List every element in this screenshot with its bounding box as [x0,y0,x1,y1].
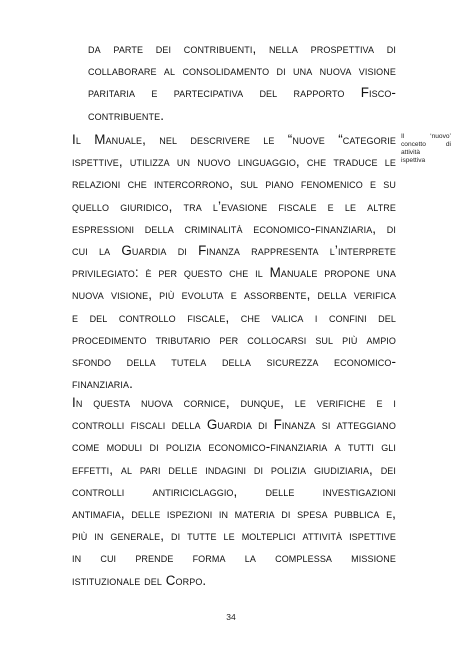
paragraph-1 [72,129,396,395]
quote-block [72,38,396,127]
paragraph-line: In questa nuova cornice, dunque, le verifiche e i [72,395,396,410]
paragraph-line: effetti, al pari delle indagini di polizia giudiziaria, dei [72,461,396,477]
margin-note-line: attività [401,149,421,156]
margin-note [401,133,451,165]
quote-line: da parte dei contribuenti, nella prospettiva di [88,41,396,56]
paragraph-line: controlli fiscali della Guardia di Finanza si atteggiano [72,417,396,433]
paragraph-line: finanziaria. [72,376,133,392]
quote-line: collaborare al consolidamento di una nuova visione [88,63,396,79]
paragraph-line: e del controllo fiscale, che valica i confini del [72,309,396,325]
paragraph-line: antimafia, delle ispezioni in materia di spesa pubblica e, [72,505,396,521]
paragraph-line: relazioni che intercorrono, sul piano fenomenico e su [72,176,396,192]
paragraph-line: sfondo della tutela della sicurezza economico- [72,353,396,369]
margin-note-line: Il ‘nuovo’ [401,133,451,140]
paragraph-line: Il Manuale, nel descrivere le “nuove “categorie [72,132,396,147]
margin-note-line: concetto di [401,141,451,148]
paragraph-line: ispettive, utilizza un nuovo linguaggio, che traduce le [72,154,396,170]
paragraph-line: più in generale, di tutte le molteplici attività ispettive [72,528,396,544]
paragraph-line: come moduli di polizia economico-finanziaria a tutti gli [72,439,396,455]
paragraph-line: espressioni della criminalità economico-finanziaria, di [72,220,396,236]
quote-line: paritaria e partecipativa del rapporto Fisco- [88,85,396,101]
paragraph-line: istituzionale del Corpo. [72,572,207,588]
page-number: 34 [226,612,236,622]
paragraph-line: cui la Guardia di Finanza rappresenta l’interprete [72,242,396,258]
paragraph-line: nuova visione, più evoluta e assorbente, della verifica [72,287,396,303]
paragraph-line: procedimento tributario per collocarsi sul più ampio [72,331,396,347]
margin-note-line: ispettiva [401,157,426,164]
paragraph-line: quello giuridico, tra l’evasione fiscale e le altre [72,198,396,214]
paragraph-line: in cui prende forma la complessa missione [72,550,396,566]
paragraph-line: privilegiato: è per questo che il Manuale propone una [72,265,396,281]
paragraph-line: controlli antiriciclaggio, delle investigazioni [72,483,396,499]
paragraph-2 [72,392,396,592]
quote-line: contribuente. [88,107,165,123]
